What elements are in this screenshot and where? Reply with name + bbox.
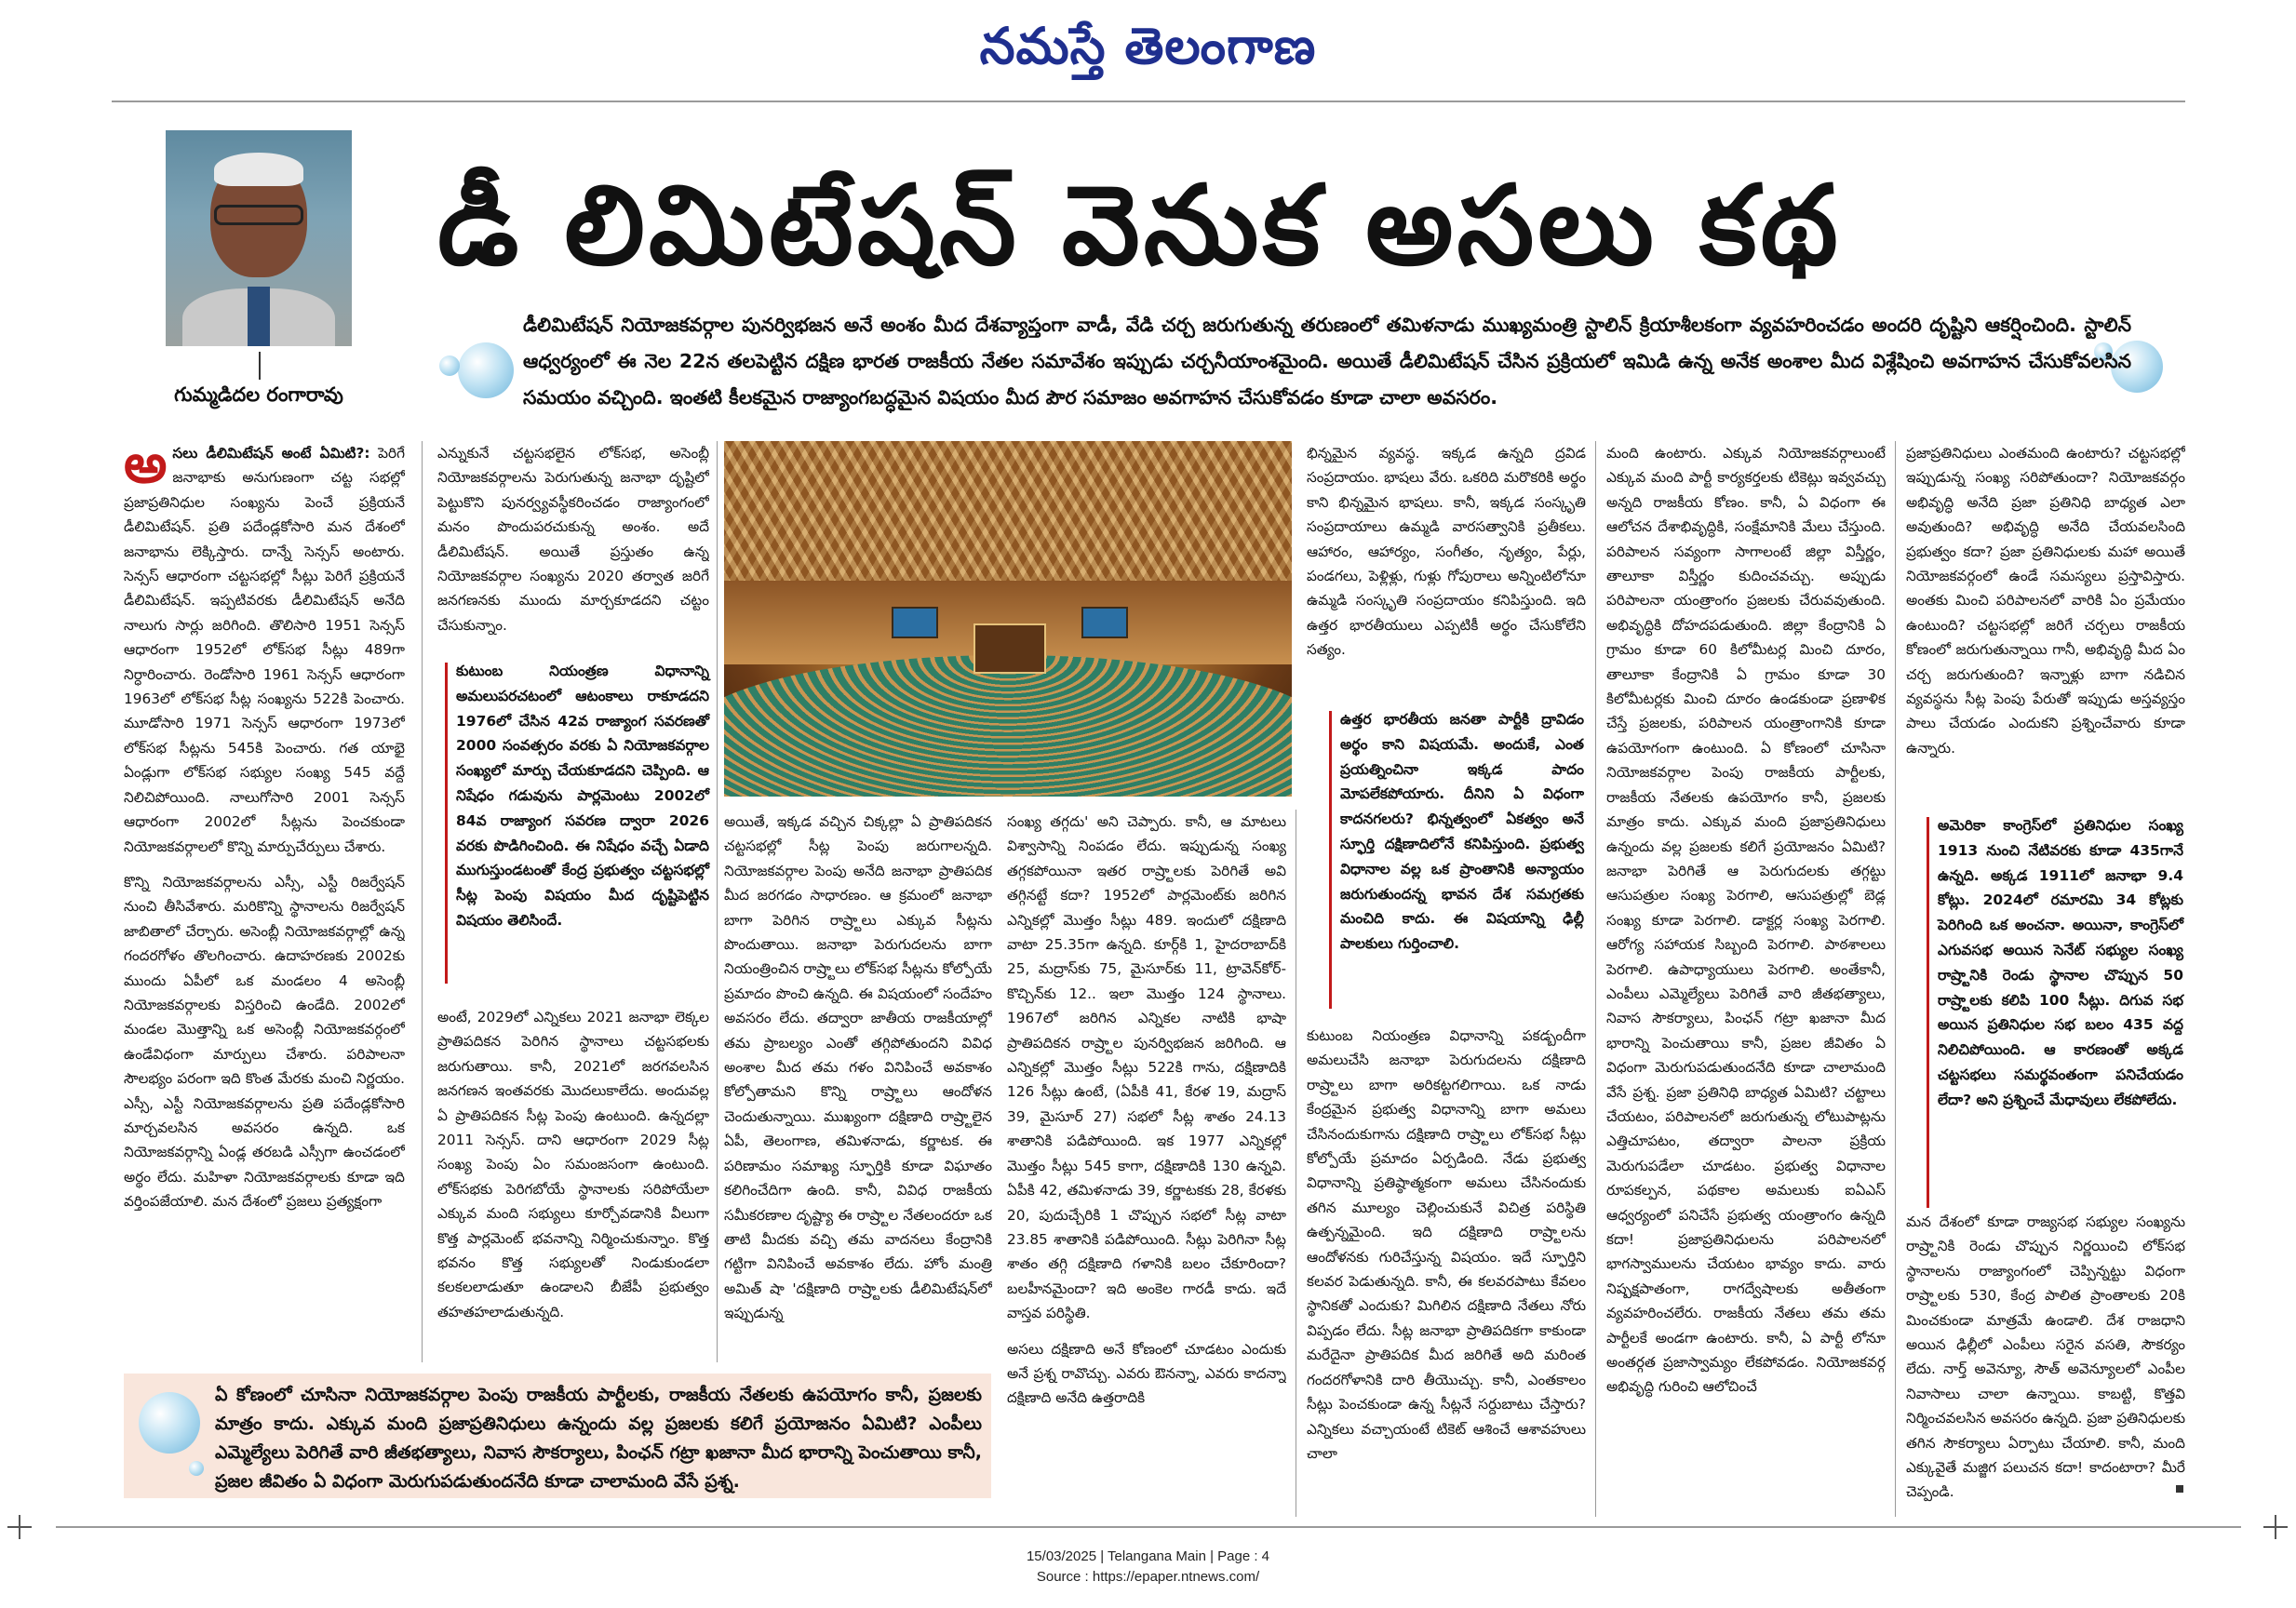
pullquote-bar (1927, 817, 1929, 1208)
article-column-7-lower (1906, 1210, 2185, 1508)
author-photo (166, 130, 352, 346)
column-divider (1895, 441, 1896, 1517)
headline: డీ లిమిటేషన్ వెనుక అసలు కథ (437, 161, 1842, 289)
author-name: గుమ్మడిదల రంగారావు (174, 383, 343, 406)
pullquote-bar (445, 663, 448, 984)
intro-paragraph: డీలిమిటేషన్ నియోజకవర్గాల పునర్విభజన అనే అంశం మీద దేశవ్యాప్తంగా వాడీ, వేడి చర్చ జరుగుతున్న తరుణంలో తమిళనాడు ముఖ్యమంత్రి స్టాలిన్ క్రియాశీలకంగా వ్యవహరించడం అందరి దృష్టిని ఆకర్షించింది. స్టాలిన్ ఆధ్వర్యంలో ఈ నెల 22న తలపెట్టిన దక్షిణ భారత రాజకీయ నేతల సమావేశం ఇప్పుడు చర్చనీయాంశమైంది. అయితే డీలిమిటేషన్ చేసిన ప్రక్రియలో ఇమిడి ఉన్న అనేక అంశాల మీద విశ్లేషించి అవగాహన చేసుకోవలసిన సమయం వచ్చింది. ఇంతటి కీలకమైన రాజ్యాంగబద్ధమైన విషయం మీద పౌర సమాజం అవగాహన చేసుకోవడం కూడా చాలా అవసరం. (523, 314, 2131, 409)
column-4-paragraph-1: సంఖ్య తగ్గదు' అని చెప్పారు. కానీ, ఆ మాటలు విశ్వాసాన్ని నింపడం లేదు. ఇప్పుడున్న సంఖ్య తగ్గకపోయినా ఇతర రాష్ర్టాలకు పెరిగితే అవి తగ్గినట్టే కదా? 1952లో పార్లమెంట్‌కు జరిగిన ఎన్నికల్లో మొత్తం సీట్లు 489. ఇందులో దక్షిణాది వాటా 25.35గా ఉన్నది. కూర్గ్‌కి 1, హైదరాబాద్‌కి 25, మద్రాస్‌కు 75, మైసూర్‌కు 11, ట్రావెన్‌కోర్-కొచ్చిన్‌కు 12.. ఇలా మొత్తం 124 స్థానాలు. 1967లో జరిగిన ఎన్నికల నాటికి భాషా ప్రాతిపదికన రాష్ర్టాల పునర్విభజన జరిగింది. ఆ ఎన్నికల్లో మొత్తం సీట్లు 522కి గాను, దక్షిణాదికి 126 సీట్లు ఉంటే, (ఏపీకి 41, కేరళ 19, మద్రాస్ 39, మైసూర్ 27) సభలో సీట్ల శాతం 24.13 శాతానికి పడిపోయింది. ఇక 1977 ఎన్నికల్లో మొత్తం సీట్లు 545 కాగా, దక్షిణాదికి 130 ఉన్నవి. ఏపీకి 42, తమిళనాడు 39, కర్ణాటకకు 28, కేరళకు 20, పుదుచ్చేరికి 1 చొప్పున సభలో సీట్ల వాటా 23.85 శాతానికి పడిపోయింది. సీట్లు పెరిగినా సీట్ల శాతం తగ్గి దక్షిణాది గళానికి బలం చేకూరిందా? బలహీనమైందా? ఇది అంకెల గారడీ కాదు. ఇదే వాస్తవ పరిస్థితి. (1007, 813, 1286, 1322)
column-1-paragraph-1 (124, 441, 405, 859)
column-3-paragraph-1: అయితే, ఇక్కడ వచ్చిన చిక్కల్లా ఏ ప్రాతిపదికన చట్టసభల్లో సీట్ల పెంపు జరుగాలన్నది. నియోజకవర్గాల పెంపు అనేది జనాభా ప్రాతిపదిక మీద జరగడం సాధారణం. ఆ క్రమంలో జనాభా బాగా పెరిగిన రాష్ర్టాలు ఎక్కువ సీట్లను పొందుతాయి. జనాభా పెరుగుదలను బాగా నియంత్రించిన రాష్ర్టాలు లోక్‌సభ సీట్లను కోల్పోయే ప్రమాదం పొంచి ఉన్నది. ఈ విషయంలో సందేహం అవసరం లేదు. తద్వారా జాతీయ రాజకీయాల్లో తమ ప్రాబల్యం ఎంతో తగ్గిపోతుందని వివిధ అంశాల మీద తమ గళం వినిపించే అవకాశం కోల్పోతామని కొన్ని రాష్ర్టాలు ఆందోళన చెందుతున్నాయి. ముఖ్యంగా దక్షిణాది రాష్ర్టాలైన ఏపీ, తెలంగాణ, తమిళనాడు, కర్ణాటక. ఈ పరిణామం సమాఖ్య స్ఫూర్తికి కూడా విఘాతం కలిగించేదిగా ఉంది. కానీ, వివిధ రాజకీయ సమీకరణాల దృష్ట్యా ఈ రాష్ర్టాల నేతలందరూ ఒక తాటి మీదకు వచ్చి తమ వాదనలు కేంద్రానికి గట్టిగా వినిపించే అవకాశం లేదు. హోం మంత్రి అమిత్ షా 'దక్షిణాది రాష్ర్టాలకు డీలిమిటేషన్‌లో ఇప్పుడున్న (724, 813, 992, 1322)
pullquote-column-5: ఉత్తర భారతీయ జనతా పార్టీకి ద్రావిడం అర్థం కాని విషయమే. అందుకే, ఎంత ప్రయత్నించినా ఇక్కడ పాదం మోపలేకపోయారు. దీనిని ఏ విధంగా కాదనగలరు? భిన్నత్వంలో ఏకత్వం అనే స్ఫూర్తి దక్షిణాదిలోనే కనిపిస్తుంది. ప్రభుత్వ విధానాల వల్ల ఒక ప్రాంతానికి అన్యాయం జరుగుతుందన్న భావన దేశ సమగ్రతకు మంచిది కాదు. ఈ విషయాన్ని ఢిల్లీ పాలకులు గుర్తించాలి. (1340, 711, 1584, 953)
column-7-paragraph-1: ప్రజాప్రతినిధులు ఎంతమంది ఉంటారు? చట్టసభల్లో ఇప్పుడున్న సంఖ్య సరిపోతుందా? నియోజకవర్గం అభివృద్ధి అనేది ప్రజా ప్రతినిధి బాధ్యత ఎలా అవుతుంది? అభివృద్ధి అనేది చేయవలసింది ప్రభుత్వం కదా? ప్రజా ప్రతినిధులకు మహా అయితే నియోజకవర్గంలో ఉండే సమస్యలు ప్రస్తావిస్తారు. అంతకు మించి పరిపాలనలో వారికి ఏం ప్రమేయం ఉంటుంది? చట్టసభల్లో జరిగే చర్చలు రాజకీయ కోణంలో జరుగుతున్నాయి గానీ, అభివృద్ధి మీద ఏం చర్చ జరుగుతుంది? ఇన్నాళ్లు బాగా నడిచిన వ్యవస్థను సీట్ల పెంపు పేరుతో ఇప్పుడు అస్తవ్యస్తం పాలు చేయడం ఎందుకని ప్రశ్నించేవారు కూడా ఉన్నారు. (1906, 445, 2185, 757)
pullquote-column-7: అమెరికా కాంగ్రెస్‌లో ప్రతినిధుల సంఖ్య 1913 నుంచి నేటివరకు కూడా 435గానే ఉన్నది. అక్కడ 1911లో జనాభా 9.4 కోట్లు. 2024లో రమారమి 34 కోట్లకు పెరిగింది ఒక అంచనా. అయినా, కాంగ్రెస్‌లో ఎగువసభ అయిన సెనేట్ సభ్యుల సంఖ్య రాష్ర్టానికి రెండు స్థానాల చొప్పున 50 రాష్ర్టాలకు కలిపి 100 సీట్లు. దిగువ సభ అయిన ప్రతినిధుల సభ బలం 435 వద్ద నిలిచిపోయింది. ఆ కారణంతో అక్కడ చట్టసభలు సమర్థవంతంగా పనిచేయడం లేదా? అని ప్రశ్నించే మేధావులు లేకపోలేదు. (1938, 817, 2183, 1108)
column-1-paragraph-2: కొన్ని నియోజకవర్గాలను ఎస్సీ, ఎస్టీ రిజర్వేషన్ నుంచి తీసివేశారు. మరికొన్ని స్థానాలను రిజర్వేషన్ జాబితాలో చేర్చారు. అసెంబ్లీ నియోజకవర్గాల్లో ఉన్న గందరగోళం తొలగించారు. ఉదాహరణకు 2002కు ముందు ఏపీలో ఒక మండలం 4 అసెంబ్లీ నియోజకవర్గాలకు విస్తరించి ఉండేది. 2002లో మండల మొత్తాన్ని ఒక అసెంబ్లీ నియోజకవర్గంలో ఉండేవిధంగా మార్పులు చేశారు. పరిపాలనా సౌలభ్యం పరంగా ఇది కొంత మేరకు మంచి నిర్ణయం. ఎస్సీ, ఎస్టీ నియోజకవర్గాలను ప్రతి పదేండ్లకోసారి మార్చవలసిన అవసరం ఉన్నది. ఒక నియోజకవర్గాన్ని ఏండ్ల తరబడి ఎస్సీగా ఉంచడంలో అర్థం లేదు. మహిళా నియోజకవర్గాలకు కూడా ఇది వర్తింపజేయాలి. మన దేశంలో ప్రజలు ప్రత్యక్షంగా (124, 873, 405, 1211)
column-divider (422, 441, 423, 1362)
registration-mark-left (7, 1515, 32, 1539)
column-7-paragraph-2: మన దేశంలో కూడా రాజ్యసభ సభ్యుల సంఖ్యను రాష్ర్టానికి రెండు చొప్పున నిర్ణయించి లోక్‌సభ స్థానాలను రాజ్యాంగంలో చెప్పిన్నట్టు విధంగా రాష్ర్టాలకు 530, కేంద్ర పాలిత ప్రాంతాలకు 20కి మించకుండా మాత్రమే ఉండాలి. దేశ రాజధాని అయిన ఢిల్లీలో ఎంపీలు సరైన వసతి, సౌకర్యం లేదు. నార్త్ అవెన్యూ, సౌత్ అవెన్యూలలో ఎంపీల నివాసాలు చాలా ఉన్నాయి. కాబట్టి, కొత్తవి నిర్మించవలసిన అవసరం ఉన్నది. ప్రజా ప్రతినిధులకు తగిన సౌకర్యాలు ఏర్పాటు చేయాలి. కానీ, మంది ఎక్కువైతే మజ్జిగ పలుచన కదా! కాదంటారా? మీరే చెప్పండి. (1906, 1213, 2185, 1501)
article-column-5 (1307, 441, 1586, 692)
column-5-paragraph-2: కుటుంబ నియంత్రణ విధానాన్ని పకడ్బందీగా అమలుచేసి జనాభా పెరుగుదలను దక్షిణాది రాష్ర్టాలు బాగా అరికట్టగలిగాయి. ఒక నాడు కేంద్రమైన ప్రభుత్వ విధానాన్ని బాగా అమలు చేసినందుకుగాను దక్షిణాది రాష్ర్టాలు లోక్‌సభ సీట్లు కోల్పోయే ప్రమాదం ఏర్పడింది. నేడు ప్రభుత్వ విధానాన్ని ప్రతిష్ఠాత్మకంగా అమలు చేసినందుకు తగిన మూల్యం చెల్లించుకునే విచిత్ర పరిస్థితి ఉత్పన్నమైంది. ఇది దక్షిణాది రాష్ర్టాలను ఆందోళనకు గురిచేస్తున్న విషయం. ఇదే స్ఫూర్తిని కలవర పెడుతున్నది. కానీ, ఈ కలవరపాటు కేవలం స్థానికతో ఎందుకు? మిగిలిన దక్షిణాది నేతలు నోరు విప్పడం లేదు. సీట్ల జనాభా ప్రాతిపదికగా కాకుండా మరేదైనా ప్రాతిపదిక మీద జరిగితే అది మరింత గందరగోళానికి దారి తీయొచ్చు. కానీ, ఎంతకాలం సీట్లు పెంచకుండా ఉన్న సీట్లనే సర్దుబాటు చేస్తారు? ఎన్నికలు వచ్చాయంటే టికెట్ ఆశించే ఆశావహులు చాలా (1307, 1027, 1586, 1462)
article-column-3 (724, 810, 992, 1362)
footer-source-link[interactable]: Source : https://epaper.ntnews.com/ (1036, 1569, 1260, 1585)
decorative-bubble-box-small (189, 1461, 204, 1476)
column-divider (1595, 441, 1596, 1517)
author-connector (259, 352, 261, 380)
pullquote-bar (1329, 711, 1332, 1009)
decorative-bubble-box (139, 1392, 200, 1454)
masthead-logo: నమస్తే తెలంగాణ (979, 17, 1317, 75)
footer-divider (56, 1526, 2241, 1528)
article-column-7 (1906, 441, 2185, 795)
column-5-paragraph-1: భిన్నమైన వ్యవస్థ. ఇక్కడ ఉన్నది ద్రవిడ సంప్రదాయం. భాషలు వేరు. ఒకరిది మరొకరికి అర్థం కాని భిన్నమైన భాషలు. కానీ, ఇక్కడ సంస్కృతి సంప్రదాయాలు ఉమ్మడి వారసత్వానికి ప్రతీకలు. ఆహారం, ఆహార్యం, సంగీతం, నృత్యం, పేర్లు, పండగలు, పెళ్లిళ్లు, గుళ్లు గోపురాలు అన్నింటిలోనూ ఉమ్మడి సంస్కృతి సంప్రదాయం కనిపిస్తుంది. ఇది ఉత్తర భారతీయులు ఎప్పటికీ అర్థం చేసుకోలేని సత్యం. (1307, 445, 1586, 659)
lead-question: సలు డీలిమిటేషన్ అంటే ఏమిటి?: (172, 445, 370, 462)
article-column-6 (1606, 441, 1886, 1517)
parliament-hall-photo (724, 441, 1292, 797)
footer-edition-info: 15/03/2025 | Telangana Main | Page : 4 (1026, 1548, 1270, 1564)
article-column-5-lower (1307, 1024, 1586, 1517)
pullquote-column-2: కుటుంబ నియంత్రణ విధానాన్ని అమలుపరచటంలో ఆటంకాలు రాకూడదని 1976లో చేసిన 42వ రాజ్యాంగ సవరణతో 2000 సంవత్సరం వరకు ఏ నియోజకవర్గాల సంఖ్యలో మార్పు చేయకూడదని చెప్పింది. ఆ నిషేధం గడువును పార్లమెంటు 2002లో 84వ రాజ్యాంగ సవరణ ద్వారా 2026 వరకు పొడిగించింది. ఈ నిషేధం వచ్చే ఏడాది ముగుస్తుండటంతో కేంద్ర ప్రభుత్వం చట్టసభల్లో సీట్ల పెంపు విషయం మీద దృష్టిపెట్టిన విషయం తెలిసిందే. (456, 663, 709, 929)
column-4-paragraph-2: అసలు దక్షిణాది అనే కోణంలో చూడటం ఎందుకు అనే ప్రశ్న రావొచ్చు. ఎవరు ఔనన్నా, ఎవరు కాదన్నా దక్షిణాది అనేది ఉత్తరాదికి (1007, 1340, 1286, 1407)
masthead-divider (112, 100, 2185, 102)
highlight-quote-text: ఏ కోణంలో చూసినా నియోజకవర్గాల పెంపు రాజకీయ పార్టీలకు, రాజకీయ నేతలకు ఉపయోగం కానీ, ప్రజలకు మాత్రం కాదు. ఎక్కువ మంది ప్రజాప్రతినిధులు ఉన్నందు వల్ల ప్రజలకు కలిగే ప్రయోజనం ఏమిటి? ఎంపీలు ఎమ్మెల్యేలు పెరిగితే వారి జీతభత్యాలు, నివాస సౌకర్యాలు, పింఛన్ గట్రా ఖజానా మీద భారాన్ని పెంచుతాయి కానీ, ప్రజల జీవితం ఏ విధంగా మెరుగుపడుతుందనేది కూడా చాలామంది వేసే ప్రశ్న. (215, 1385, 982, 1492)
article-column-4 (1007, 810, 1286, 1517)
article-column-1 (124, 441, 405, 1362)
article-column-2-lower (437, 1005, 709, 1362)
end-of-article-mark (2176, 1485, 2183, 1493)
column-divider (717, 441, 718, 1362)
decorative-bubble-left (458, 342, 514, 398)
column-6-paragraph-1: మంది ఉంటారు. ఎక్కువ నియోజకవర్గాలుంటే ఎక్కువ మంది పార్టీ కార్యకర్తలకు టికెట్లు ఇవ్వవచ్చు అన్నది రాజకీయ కోణం. కానీ, ఏ విధంగా ఈ ఆలోచన దేశాభివృద్ధికి, సంక్షేమానికి మేలు చేస్తుంది. పరిపాలన సవ్యంగా సాగాలంటే జిల్లా విస్తీర్ణం, తాలూకా విస్తీర్ణం కుదించవచ్చు. అప్పుడు పరిపాలనా యంత్రాంగం ప్రజలకు చేరువవుతుంది. అభివృద్ధికి దోహదపడుతుంది. జిల్లా కేంద్రానికి ఏ గ్రామం కూడా 60 కిలోమీటర్ల మించి దూరం, తాలూకా కేంద్రానికి ఏ గ్రామం కూడా 30 కిలోమీటర్లకు మించి దూరం ఉండకుండా ప్రణాళిక చేస్తే ప్రజలకు, పరిపాలన యంత్రాంగానికి కూడా ఉపయోగంగా ఉంటుంది. ఏ కోణంలో చూసినా నియోజకవర్గాల పెంపు రాజకీయ పార్టీలకు, రాజకీయ నేతలకు ఉపయోగం కానీ, ప్రజలకు మాత్రం కాదు. ఎక్కువ మంది ప్రజాప్రతినిధులు ఉన్నందు వల్ల ప్రజలకు కలిగే ప్రయోజనం ఏమిటి? జనాభా పెరిగితే ఆ పెరుగుదలకు తగ్గట్టు ఆసుపత్రుల సంఖ్య పెరగాలి, ఆసుపత్రుల్లో బెడ్ల సంఖ్య కూడా పెరగాలి. డాక్టర్ల సంఖ్య పెరగాలి. ఆరోగ్య సహాయక సిబ్బంది పెరగాలి. పాఠశాలలు పెరగాలి. ఉపాధ్యాయులు పెరగాలి. అంతేకానీ, ఎంపీలు ఎమ్మెల్యేలు పెరిగితే వారి జీతభత్యాలు, నివాస సౌకర్యాలు, పింఛన్ గట్రా ఖజానా మీద భారాన్ని పెంచుతాయి కానీ, ప్రజల జీవితం ఏ విధంగా మెరుగుపడుతుందనేది కూడా చాలామంది వేసే ప్రశ్న. ప్రజా ప్రతినిధి బాధ్యత ఏమిటి? చట్టాలు చేయటం, పరిపాలనలో జరుగుతున్న లోటుపాట్లను ఎత్తిచూపటం, తద్వారా పాలనా ప్రక్రియ మెరుగుపడేలా చూడటం. ప్రభుత్వ విధానాల రూపకల్పన, పథకాల అమలుకు ఐఏఎస్ ఆధ్వర్యంలో పనిచేసే ప్రభుత్వ యంత్రాంగం ఉన్నది కదా! ప్రజాప్రతినిధులను పరిపాలనలో భాగస్వాములను చేయటం భావ్యం కాదు. వారు నిష్పక్షపాతంగా, రాగద్వేషాలకు అతీతంగా వ్యవహరించలేరు. రాజకీయ నేతలు తమ తమ పార్టీలకే అండగా ఉంటారు. కానీ, ఏ పార్టీ లోనూ అంతర్గత ప్రజాస్వామ్యం లేకపోవడం. నియోజకవర్గ అభివృద్ధి గురించి ఆలోచించే (1606, 445, 1886, 1396)
column-1-text-1: పెరిగే జనాభాకు అనుగుణంగా చట్ట సభల్లో ప్రజాప్రతినిధుల సంఖ్యను పెంచే ప్రక్రియనే డీలిమిటేషన్. ప్రతి పదేండ్లకోసారి మన దేశంలో జనాభాను లెక్కిస్తారు. దాన్నే సెన్సస్ అంటారు. సెన్సస్ ఆధారంగా చట్టసభల్లో సీట్లు పెరిగే ప్రక్రియనే డీలిమిటేషన్. ఇప్పటివరకు డీలిమిటేషన్ అనేది నాలుగు సార్లు జరిగింది. తొలిసారి 1951 సెన్సస్ ఆధారంగా 1952లో లోక్‌సభ సీట్లు 489గా నిర్ధారించారు. రెండోసారి 1961 సెన్సస్ ఆధారంగా 1963లో లోక్‌సభ సీట్ల సంఖ్యను 522కి పెంచారు. మూడోసారి 1971 సెన్సస్ ఆధారంగా 1973లో లోక్‌సభ సీట్లను 545కి పెంచారు. గత యాభై ఏండ్లుగా లోక్‌సభ సభ్యుల సంఖ్య 545 వద్దే నిలిచిపోయింది. నాలుగోసారి 2001 సెన్సస్ ఆధారంగా 2002లో సీట్లను పెంచకుండా నియోజకవర్గాలలో కొన్ని మార్పుచేర్పులు చేశారు. (124, 445, 405, 855)
decorative-bubble-left-small (439, 355, 460, 376)
highlight-quote-box (124, 1374, 991, 1498)
column-2-paragraph-2: అంటే, 2029లో ఎన్నికలు 2021 జనాభా లెక్కల ప్రాతిపదికన పెరిగిన స్థానాలు చట్టసభలకు జరుగుతాయి. కానీ, 2021లో జరగవలసిన జనగణన ఇంతవరకు మొదలుకాలేదు. అందువల్ల ఏ ప్రాతిపదికన సీట్ల పెంపు ఉంటుంది. ఉన్నదల్లా 2011 సెన్సస్. దాని ఆధారంగా 2029 సీట్ల సంఖ్య పెంపు ఏం సమంజసంగా ఉంటుంది. లోక్‌సభకు పెరిగబోయే స్థానాలకు సరిపోయేలా ఎక్కువ మంది సభ్యులు కూర్చోవడానికి వీలుగా కొత్త పార్లమెంట్ భవనాన్ని నిర్మించుకున్నాం. కొత్త భవనం కొత్త సభ్యులతో నిండుకుండలా కలకలలాడుతూ ఉండాలని బీజేపీ ప్రభుత్వం తహతహలాడుతున్నది. (437, 1009, 709, 1320)
column-2-paragraph-1: ఎన్నుకునే చట్టసభలైన లోక్‌సభ, అసెంబ్లీ నియోజకవర్గాలను పెరుగుతున్న జనాభా దృష్టిలో పెట్టుకొని పునర్వ్యవస్థీకరించడం రాజ్యాంగంలో మనం పొందుపరచుకున్న అంశం. అదే డీలిమిటేషన్. అయితే ప్రస్తుతం ఉన్న నియోజకవర్గాల సంఖ్యను 2020 తర్వాత జరిగే జనగణనకు ముందు మార్చకూడదని చట్టం చేసుకున్నాం. (437, 445, 709, 634)
registration-mark-right (2263, 1515, 2288, 1539)
drop-cap: అ (124, 441, 168, 495)
